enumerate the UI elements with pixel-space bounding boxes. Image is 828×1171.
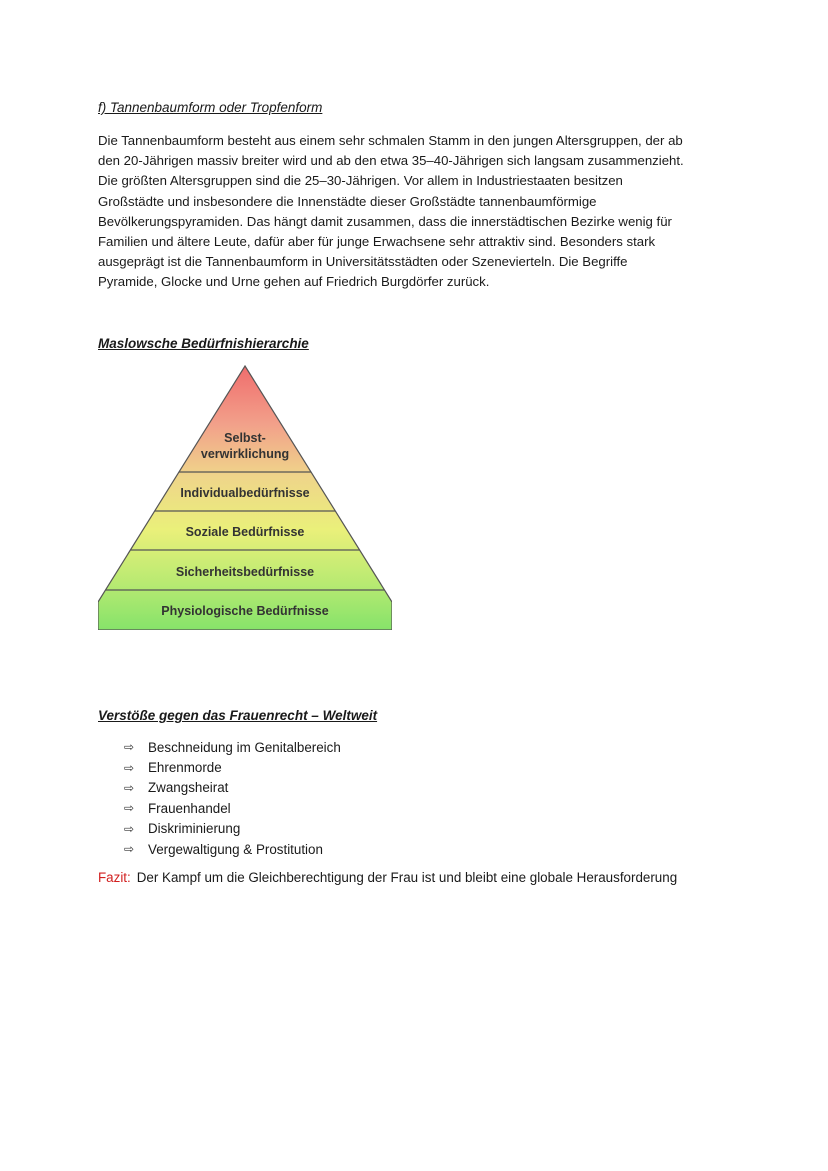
list-item (124, 757, 341, 777)
arrow-right-icon: ⇨ (124, 780, 135, 795)
pyramid-level-individual: Individualbedürfnisse (180, 486, 310, 500)
paragraph-line: Familien und ältere Leute, dafür aber für junge Erwachsene sehr attraktiv sind. Besonders stark (98, 234, 656, 250)
paragraph-line: Die größten Altersgruppen sind die 25–30-Jährigen. Vor allem in Industriestaaten besitzen (98, 173, 623, 189)
paragraph-line: Bevölkerungspyramiden. Das hängt damit zusammen, dass die innerstädtischen Bezirke wenig für (98, 213, 672, 229)
tannenbaumform-paragraph (98, 131, 738, 293)
arrow-right-icon: ⇨ (124, 821, 135, 836)
list-item-text: Diskriminierung (148, 821, 241, 837)
fazit-label: Fazit: (98, 870, 131, 885)
paragraph-line: ausgeprägt ist die Tannenbaumform in Universitätsstädten oder Szenevierteln. Die Begriffe (98, 254, 628, 270)
list-item (124, 778, 341, 798)
pyramid-level-safety: Sicherheitsbedürfnisse (175, 565, 315, 579)
list-item (124, 839, 341, 859)
pyramid-level-social: Soziale Bedürfnisse (185, 525, 305, 539)
pyramid-level-physiological: Physiologische Bedürfnisse (161, 604, 329, 618)
section-heading-tannenbaumform: f) Tannenbaumform oder Tropfenform (98, 100, 323, 115)
list-item (124, 819, 341, 839)
paragraph-line: den 20-Jährigen massiv breiter wird und ab den etwa 35–40-Jährigen sich langsam zusammenzieht. (98, 153, 684, 169)
list-item (124, 737, 341, 757)
frauenrecht-list (124, 737, 341, 859)
list-item (124, 798, 341, 818)
list-item-text: Ehrenmorde (148, 760, 222, 776)
maslow-pyramid (98, 364, 392, 630)
pyramid-level-self-actualization-line2: verwirklichung (200, 447, 290, 461)
paragraph-line: Die Tannenbaumform besteht aus einem sehr schmalen Stamm in den jungen Altersgruppen, der ab (98, 133, 683, 148)
section-heading-frauenrecht: Verstöße gegen das Frauenrecht – Weltweit (98, 708, 378, 723)
fazit (98, 870, 677, 885)
fazit-text: Der Kampf um die Gleichberechtigung der Frau ist und bleibt eine globale Herausforderung (136, 870, 678, 885)
arrow-right-icon: ⇨ (124, 760, 135, 775)
list-item-text: Frauenhandel (148, 800, 231, 816)
paragraph-line: Großstädte und insbesondere die Innenstädte dieser Großstädte tannenbaumförmige (98, 193, 597, 209)
arrow-right-icon: ⇨ (124, 801, 135, 816)
list-item-text: Zwangsheirat (148, 780, 229, 796)
arrow-right-icon: ⇨ (124, 740, 135, 755)
section-heading-maslow: Maslowsche Bedürfnishierarchie (98, 336, 309, 351)
paragraph-line: Pyramide, Glocke und Urne gehen auf Friedrich Burgdörfer zurück. (98, 274, 490, 290)
list-item-text: Beschneidung im Genitalbereich (148, 739, 341, 755)
pyramid-level-self-actualization-line1: Selbst- (224, 431, 266, 445)
arrow-right-icon: ⇨ (124, 842, 135, 857)
list-item-text: Vergewaltigung & Prostitution (148, 841, 323, 857)
